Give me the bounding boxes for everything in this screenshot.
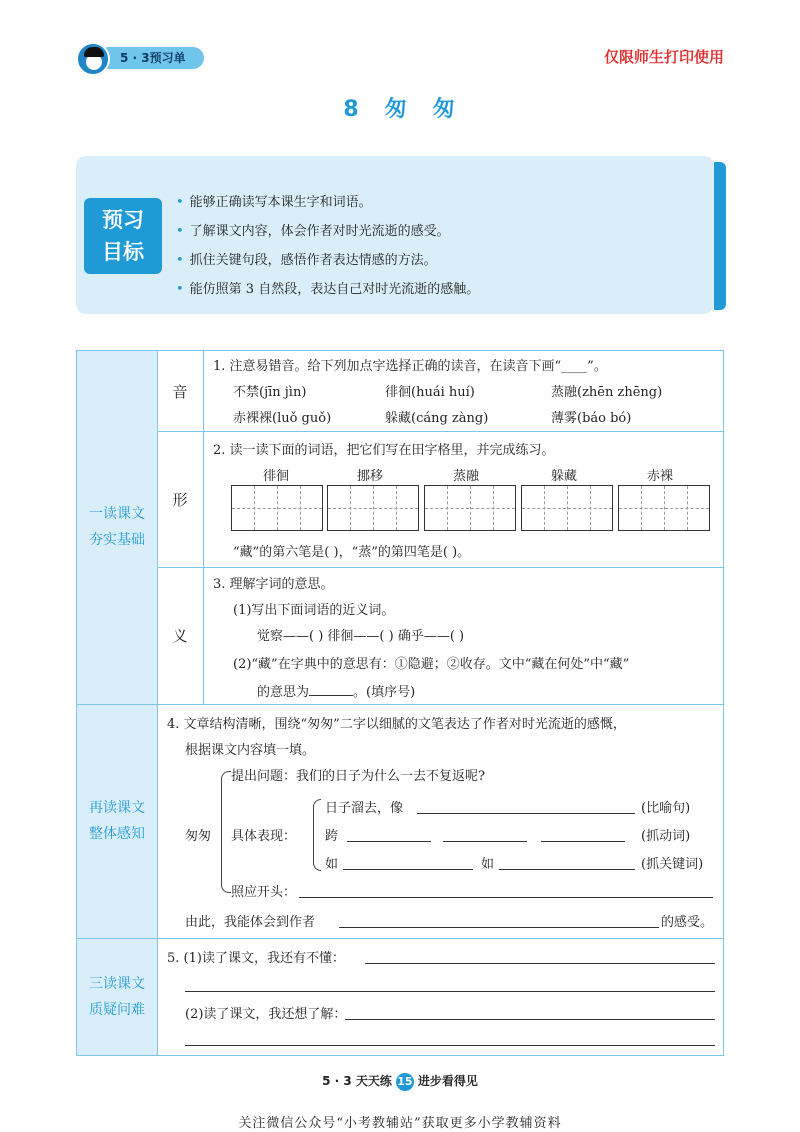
question-1: 1. 注意易错音。给下列加点字选择正确的读音，在读音下画“____”。	[213, 359, 607, 374]
lesson-title	[0, 92, 800, 123]
lesson-number: 8	[343, 97, 361, 122]
worksheet-table	[76, 350, 724, 1056]
series-badge	[76, 42, 204, 72]
grid-divider	[77, 938, 723, 939]
row3-blank[interactable]	[499, 869, 635, 870]
tian-grid-box[interactable]	[521, 485, 613, 531]
structure-echo: 照应开头：	[231, 885, 297, 900]
conclusion-blank[interactable]	[339, 927, 659, 928]
row2-blank[interactable]	[443, 841, 527, 842]
series-badge-label: 5 · 3预习单	[98, 47, 204, 69]
section-label-1	[77, 501, 157, 553]
goal-item: • 能够正确读写本课生字和词语。	[176, 188, 706, 217]
footer-left: 5 · 3 天天练	[322, 1074, 392, 1088]
goals-tag	[84, 198, 162, 274]
question-5-part2: (2)读了课文，我还想了解：	[185, 1007, 347, 1022]
answer-line[interactable]	[365, 963, 715, 964]
word-label: 徘徊	[263, 469, 290, 484]
row3-tag: (抓关键词)	[641, 857, 704, 872]
page-footer	[0, 1072, 800, 1091]
question-4-line2: 根据课文内容填一填。	[185, 743, 316, 758]
echo-blank[interactable]	[299, 897, 713, 898]
row1-tag: (比喻句)	[641, 801, 691, 816]
pinyin-option[interactable]: 不禁(jīn jìn)	[233, 385, 307, 400]
question-3-sub1: (1)写出下面词语的近义词。	[233, 603, 395, 618]
section-label-3-line2: 质疑问难	[89, 1002, 145, 1018]
grid-divider	[157, 567, 723, 568]
grid-divider	[157, 351, 158, 1055]
goal-item: • 能仿照第 3 自然段，表达自己对时光流逝的感触。	[176, 275, 706, 304]
word-label: 赤裸	[647, 469, 674, 484]
mascot-icon	[76, 42, 110, 76]
tian-grid-box[interactable]	[424, 485, 516, 531]
question-4-line1: 4. 文章结构清晰，围绕“匆匆”二字以细腻的文笔表达了作者对时光流逝的感慨，	[167, 717, 626, 732]
category-xing: 形	[172, 491, 188, 509]
section-label-1-line1: 一读课文	[89, 506, 145, 522]
section-label-3-line1: 三读课文	[89, 976, 145, 992]
answer-line[interactable]	[185, 1045, 715, 1046]
meaning-answer	[257, 681, 415, 700]
goal-item: • 抓住关键句段，感悟作者表达情感的方法。	[176, 246, 706, 275]
structure-root: 匆匆	[185, 829, 212, 844]
lesson-char-2: 匆	[432, 97, 457, 122]
word-label: 躲藏	[551, 469, 578, 484]
row2-blank[interactable]	[541, 841, 625, 842]
category-yin: 音	[172, 383, 188, 401]
tian-grid-box[interactable]	[618, 485, 710, 531]
footer-right: 进步看得见	[417, 1074, 478, 1088]
grid-divider	[203, 351, 204, 704]
question-5-part1: 5. (1)读了课文，我还有不懂：	[167, 951, 345, 966]
section-label-3	[77, 971, 157, 1023]
stroke-order-question: “藏”的第六笔是( )，“蒸”的第四笔是( )。	[233, 545, 471, 560]
pinyin-option[interactable]: 薄雾(báo bó)	[551, 411, 632, 426]
meaning-prefix: 的意思为	[257, 685, 310, 700]
goals-panel-edge	[714, 162, 726, 310]
answer-line[interactable]	[345, 1019, 715, 1020]
pinyin-option[interactable]: 徘徊(huái huí)	[385, 385, 475, 400]
tian-grid-box[interactable]	[327, 485, 419, 531]
inner-brace	[313, 799, 321, 871]
goals-list	[176, 188, 706, 304]
grid-divider	[157, 431, 723, 432]
section-label-2-line1: 再读课文	[89, 800, 145, 816]
row2-blank[interactable]	[347, 841, 431, 842]
pinyin-option[interactable]: 躲藏(cáng zàng)	[385, 411, 489, 426]
row2-tag: (抓动词)	[641, 829, 691, 844]
section-label-2-line2: 整体感知	[89, 826, 145, 842]
goal-item: • 了解课文内容，体会作者对时光流逝的感受。	[176, 217, 706, 246]
tian-grid-box[interactable]	[231, 485, 323, 531]
row1-blank[interactable]	[417, 813, 635, 814]
section-label-1-line2: 夯实基础	[89, 532, 145, 548]
meaning-suffix: 。(填序号)	[353, 685, 416, 700]
question-3: 3. 理解字词的意思。	[213, 577, 334, 592]
row2-text: 跨	[325, 829, 339, 844]
row3-text-a: 如	[325, 857, 339, 872]
wechat-notice: 关注微信公众号“小考教辅站”获取更多小学教辅资料	[238, 1116, 562, 1131]
grid-divider	[77, 704, 723, 705]
word-label: 挪移	[357, 469, 384, 484]
structure-ask: 提出问题：我们的日子为什么一去不复返呢?	[231, 769, 485, 784]
goals-tag-line1: 预习	[102, 208, 144, 232]
row3-text-b: 如	[481, 857, 495, 872]
meaning-blank[interactable]	[309, 695, 353, 696]
question-2: 2. 读一读下面的词语，把它们写在田字格里，并完成练习。	[213, 443, 555, 458]
conclusion-suffix: 的感受。	[661, 915, 714, 930]
pinyin-option[interactable]: 赤裸裸(luǒ guǒ)	[233, 411, 332, 426]
section-label-2	[77, 795, 157, 847]
structure-concrete: 具体表现：	[231, 829, 297, 844]
question-3-sub2: (2)“藏”在字典中的意思有：①隐避；②收存。文中“藏在何处”中“藏”	[233, 657, 630, 672]
goals-tag-line2: 目标	[102, 240, 144, 264]
answer-line[interactable]	[185, 991, 715, 992]
row1-text: 日子溜去，像	[325, 801, 404, 816]
row3-blank[interactable]	[343, 869, 473, 870]
word-label: 蒸融	[453, 469, 480, 484]
pinyin-option[interactable]: 蒸融(zhēn zhēng)	[551, 385, 663, 400]
synonym-blanks[interactable]: 觉察——( ) 徘徊——( ) 确乎——( )	[257, 629, 465, 644]
category-yi: 义	[172, 627, 188, 645]
conclusion-prefix: 由此，我能体会到作者	[185, 915, 316, 930]
print-only-notice: 仅限师生打印使用	[603, 48, 724, 66]
lesson-char-1: 匆	[384, 97, 409, 122]
page-number: 15	[396, 1073, 414, 1091]
outer-brace	[221, 771, 231, 893]
